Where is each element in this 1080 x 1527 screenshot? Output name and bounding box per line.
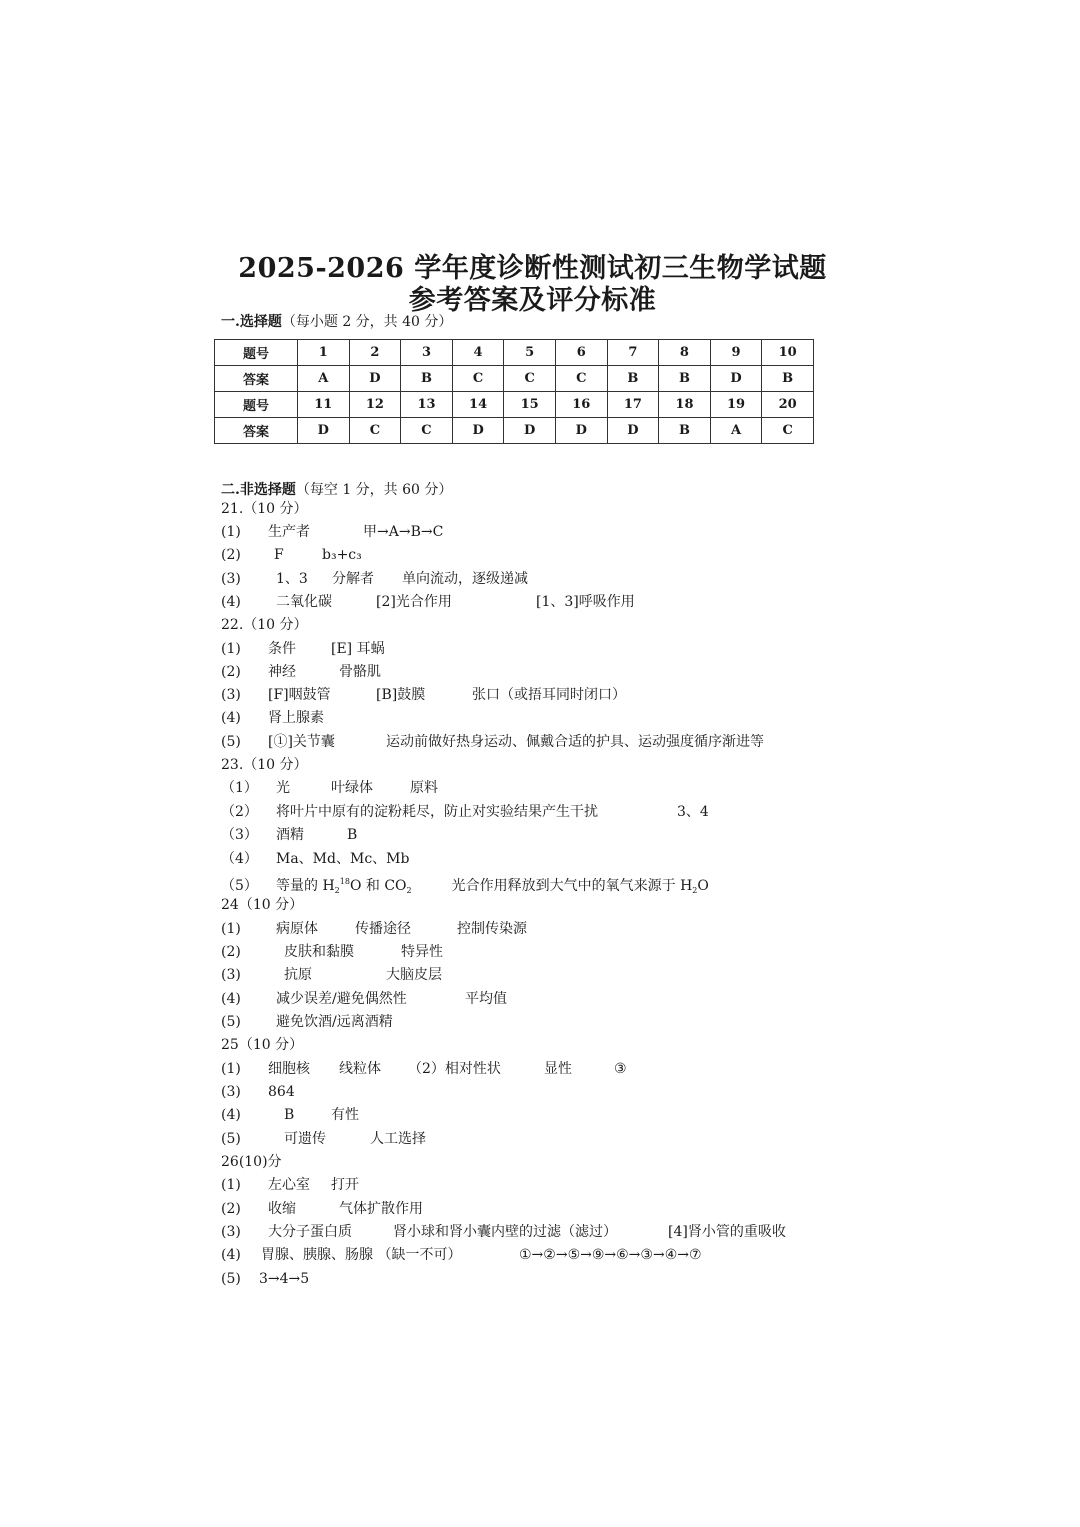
- q24-line-5: [221, 1013, 393, 1031]
- sub-number: (5): [221, 1131, 241, 1147]
- answer-text: 神经: [268, 664, 296, 680]
- sub-number: (2): [221, 547, 241, 563]
- answer-text: 分解者: [332, 571, 374, 587]
- answer-text: 抗原: [284, 967, 312, 983]
- answer-cell: A: [298, 366, 350, 392]
- answer-text: 气体扩散作用: [339, 1201, 423, 1217]
- section-2-note: （每空 1 分，共 60 分）: [295, 482, 453, 498]
- sub-number: (3): [221, 967, 241, 983]
- sub-number: (4): [221, 1107, 241, 1123]
- sub-number: (5): [221, 734, 241, 750]
- q23-line-1: [221, 779, 438, 797]
- q24-line-3: [221, 966, 442, 984]
- answer-text: 酒精: [276, 827, 304, 843]
- q25-line-1: [221, 1060, 627, 1078]
- sub-number: （4）: [221, 851, 258, 867]
- question-number: 14: [452, 392, 504, 418]
- q21-header: 21.（10 分）: [221, 501, 308, 517]
- answer-text: 骨骼肌: [339, 664, 381, 680]
- row-label-answer: 答案: [215, 366, 298, 392]
- sub-number: (2): [221, 944, 241, 960]
- answer-cell: B: [607, 366, 659, 392]
- answer-table: [214, 339, 814, 444]
- question-number: 18: [659, 392, 711, 418]
- table-row: [215, 392, 814, 418]
- section-1-note: （每小题 2 分，共 40 分）: [281, 314, 453, 330]
- q26-header: 26(10)分: [221, 1154, 282, 1170]
- question-number: 13: [401, 392, 453, 418]
- table-row: [215, 340, 814, 366]
- q22-line-1: [221, 640, 385, 658]
- question-number: 8: [659, 340, 711, 366]
- q25-header: 25（10 分）: [221, 1037, 304, 1053]
- answer-text: ①→②→⑤→⑨→⑥→③→④→⑦: [519, 1247, 702, 1263]
- answer-text: 生产者: [268, 524, 310, 540]
- q21-line-4: [221, 593, 635, 611]
- sub-number: (1): [221, 641, 241, 657]
- question-number: 12: [349, 392, 401, 418]
- answer-text: 胃腺、胰腺、肠腺 （缺一不可）: [261, 1247, 462, 1263]
- answer-text: Ma、Md、Mc、Mb: [276, 851, 410, 867]
- question-number: 6: [555, 340, 607, 366]
- answer-text: 打开: [331, 1177, 359, 1193]
- answer-text: F: [274, 547, 284, 563]
- q22-header: 22.（10 分）: [221, 617, 308, 633]
- answer-text: [4]肾小管的重吸收: [668, 1224, 786, 1240]
- q21-line-2: [221, 546, 362, 564]
- answer-cell: D: [710, 366, 762, 392]
- answer-text: 甲→A→B→C: [363, 524, 444, 540]
- answer-text: 控制传染源: [457, 921, 527, 937]
- q25-line-2: [221, 1083, 295, 1101]
- sub-number: (4): [221, 1247, 241, 1263]
- answer-cell: D: [452, 418, 504, 444]
- question-number: 19: [710, 392, 762, 418]
- answer-text: [1、3]呼吸作用: [536, 594, 635, 610]
- q23-line-4: [221, 850, 409, 868]
- answer-text: [F]咽鼓管: [268, 687, 331, 703]
- sub-number: (3): [221, 687, 241, 703]
- q24-line-1: [221, 920, 527, 938]
- answer-text: 减少误差/避免偶然性: [276, 991, 407, 1007]
- answer-text: 光合作用释放到大气中的氧气来源于 H2O: [451, 878, 709, 895]
- sub-number: (3): [221, 571, 241, 587]
- answer-text: 大分子蛋白质: [268, 1224, 352, 1240]
- answer-cell: B: [659, 418, 711, 444]
- answer-text: b₃+c₃: [322, 547, 362, 563]
- section-2-heading: [221, 479, 452, 499]
- sub-number: (5): [221, 1271, 241, 1287]
- answer-cell: C: [504, 366, 556, 392]
- answer-text: 皮肤和黏膜: [284, 944, 354, 960]
- sub-number: (5): [221, 1014, 241, 1030]
- answer-text: B: [284, 1107, 295, 1123]
- q22-line-3: [221, 686, 626, 704]
- sub-number: (2): [221, 664, 241, 680]
- question-number: 15: [504, 392, 556, 418]
- q21-line-1: [221, 523, 443, 541]
- question-number: 7: [607, 340, 659, 366]
- answer-cell: C: [555, 366, 607, 392]
- answer-text: 3→4→5: [259, 1271, 310, 1287]
- answer-text: 光: [276, 780, 290, 796]
- sub-number: (4): [221, 594, 241, 610]
- question-number: 9: [710, 340, 762, 366]
- answer-cell: D: [504, 418, 556, 444]
- answer-cell: B: [659, 366, 711, 392]
- answer-text: 二氧化碳: [276, 594, 332, 610]
- section-1-heading: [221, 311, 452, 331]
- answer-text: 可遗传: [284, 1131, 326, 1147]
- answer-text: 收缩: [268, 1201, 296, 1217]
- sub-number: （5）: [221, 878, 258, 894]
- q24-line-2: [221, 943, 443, 961]
- answer-text: [B]鼓膜: [376, 687, 426, 703]
- answer-text: 叶绿体: [331, 780, 373, 796]
- answer-text: 肾上腺素: [268, 710, 324, 726]
- sub-number: （2）: [221, 804, 258, 820]
- answer-cell: C: [401, 418, 453, 444]
- question-number: 4: [452, 340, 504, 366]
- row-label-answer: 答案: [215, 418, 298, 444]
- answer-text: 条件: [268, 641, 296, 657]
- answer-text: 平均值: [465, 991, 507, 1007]
- q25-line-3: [221, 1106, 359, 1124]
- answer-text: B: [347, 827, 358, 843]
- answer-text: 1、3: [276, 571, 308, 587]
- answer-text: （2）相对性状: [408, 1061, 501, 1077]
- q26-line-4: [221, 1246, 702, 1264]
- answer-text: 避免饮酒/远离酒精: [276, 1014, 393, 1030]
- q24-header: 24（10 分）: [221, 897, 304, 913]
- answer-text: 张口（或捂耳同时闭口）: [472, 687, 626, 703]
- row-label-question: 题号: [215, 392, 298, 418]
- question-number: 20: [762, 392, 814, 418]
- answer-cell: C: [452, 366, 504, 392]
- answer-cell: B: [401, 366, 453, 392]
- table-row: [215, 418, 814, 444]
- q21-line-3: [221, 570, 528, 588]
- answer-text: 病原体: [276, 921, 318, 937]
- q24-line-4: [221, 990, 507, 1008]
- sub-number: (4): [221, 991, 241, 1007]
- answer-text: 显性: [544, 1061, 572, 1077]
- sub-number: (2): [221, 1201, 241, 1217]
- question-number: 11: [298, 392, 350, 418]
- answer-text: [E] 耳蜗: [331, 641, 385, 657]
- answer-cell: C: [762, 418, 814, 444]
- answer-text: 传播途径: [355, 921, 411, 937]
- question-number: 2: [349, 340, 401, 366]
- answer-text: 等量的 H218O 和 CO2: [276, 877, 412, 895]
- answer-text: [①]关节囊: [268, 734, 335, 750]
- table-row: [215, 366, 814, 392]
- answer-text: 左心室: [268, 1177, 310, 1193]
- sub-number: (4): [221, 710, 241, 726]
- question-number: 1: [298, 340, 350, 366]
- answer-cell: D: [555, 418, 607, 444]
- answer-text: 864: [268, 1084, 295, 1100]
- answer-cell: D: [298, 418, 350, 444]
- answer-text: 肾小球和肾小囊内壁的过滤（滤过）: [393, 1224, 617, 1240]
- answer-cell: B: [762, 366, 814, 392]
- answer-text: 有性: [331, 1107, 359, 1123]
- sub-number: （1）: [221, 780, 258, 796]
- sub-number: (1): [221, 921, 241, 937]
- answer-text: ③: [614, 1061, 627, 1077]
- section-2-label: 二.非选择题: [221, 482, 296, 498]
- question-number: 3: [401, 340, 453, 366]
- question-number: 10: [762, 340, 814, 366]
- answer-text: 细胞核: [268, 1061, 310, 1077]
- answer-text: 将叶片中原有的淀粉耗尽，防止对实验结果产生干扰: [276, 804, 598, 820]
- q23-line-2: [221, 803, 709, 821]
- q25-line-4: [221, 1130, 426, 1148]
- sub-number: (3): [221, 1084, 241, 1100]
- q26-line-3: [221, 1223, 786, 1241]
- sub-number: （3）: [221, 827, 258, 843]
- answer-text: 单向流动，逐级递减: [402, 571, 528, 587]
- answer-cell: D: [349, 366, 401, 392]
- sub-number: (1): [221, 524, 241, 540]
- section-1-label: 一.选择题: [221, 314, 282, 330]
- answer-text: 3、4: [677, 804, 709, 820]
- q26-line-2: [221, 1200, 423, 1218]
- answer-text: [2]光合作用: [376, 594, 452, 610]
- answer-cell: A: [710, 418, 762, 444]
- q26-line-5: [221, 1270, 309, 1288]
- answer-cell: C: [349, 418, 401, 444]
- answer-text: 大脑皮层: [386, 967, 442, 983]
- q22-line-5: [221, 733, 764, 751]
- title-line-1: 2025-2026 学年度诊断性测试初三生物学试题: [238, 253, 827, 284]
- answer-text: 原料: [410, 780, 438, 796]
- question-number: 16: [555, 392, 607, 418]
- answer-text: 线粒体: [339, 1061, 381, 1077]
- title-line-2: 参考答案及评分标准: [408, 285, 657, 316]
- answer-text: 特异性: [401, 944, 443, 960]
- q23-header: 23.（10 分）: [221, 757, 308, 773]
- answer-cell: D: [607, 418, 659, 444]
- question-number: 17: [607, 392, 659, 418]
- q23-line-3: [221, 826, 357, 844]
- row-label-question: 题号: [215, 340, 298, 366]
- q22-line-4: [221, 709, 324, 727]
- sub-number: (1): [221, 1061, 241, 1077]
- sub-number: (3): [221, 1224, 241, 1240]
- q26-line-1: [221, 1176, 359, 1194]
- question-number: 5: [504, 340, 556, 366]
- answer-text: 运动前做好热身运动、佩戴合适的护具、运动强度循序渐进等: [386, 734, 764, 750]
- q22-line-2: [221, 663, 381, 681]
- sub-number: (1): [221, 1177, 241, 1193]
- answer-text: 人工选择: [370, 1131, 426, 1147]
